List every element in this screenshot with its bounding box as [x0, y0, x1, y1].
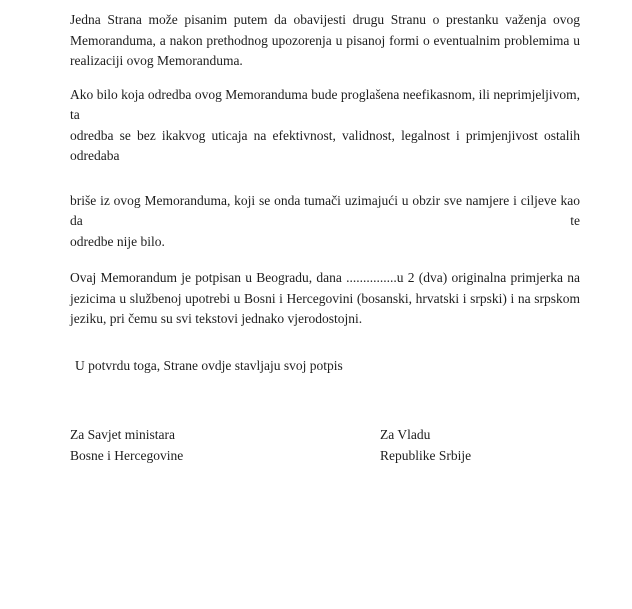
attestation-line: U potvrdu toga, Strane ovdje stavljaju svoj potpis — [75, 357, 343, 373]
paragraph-termination — [70, 10, 580, 72]
paragraph-line: Ako bilo koja odredba ovog Memoranduma bude proglašena neefikasnom, ili neprimjeljivom, ta — [70, 86, 580, 122]
paragraph-line: jezicima u službenoj upotrebi u Bosni i Hercegovini (bosanski, hrvatski i srpski) i na srpskom — [70, 290, 580, 306]
signature-left-line1: Za Savjet ministara — [70, 427, 175, 442]
document-content — [70, 0, 580, 466]
signature-block — [70, 425, 580, 466]
signature-right-line2: Republike Srbije — [380, 447, 472, 463]
paragraph-line: realizaciji ovog Memoranduma. — [70, 53, 243, 68]
paragraph-line: briše iz ovog Memoranduma, koji se onda tumači uzimajući u obzir sve namjere i ciljeve kao da te — [70, 192, 580, 228]
paragraph-line: Jedna Strana može pisanim putem da obavijesti drugu Stranu o prestanku važenja ovog — [70, 12, 580, 27]
paragraph-severability-part1 — [70, 85, 580, 167]
paragraph-line: odredba se bez ikakvog uticaja na efektivnost, validnost, legalnost i primjenjivost ostalih odredaba — [70, 127, 580, 163]
paragraph-severability-part2 — [70, 191, 580, 253]
signature-right-serbia — [380, 425, 580, 466]
paragraph-line: Ovaj Memorandum je potpisan u Beogradu, dana ...............u 2 (dva) originalna primjerka na — [70, 270, 580, 285]
paragraph-line: Memoranduma, a nakon prethodnog upozorenja u pisanoj formi o eventualnim problemima u — [70, 32, 580, 48]
signature-right-line1: Za Vladu — [380, 427, 431, 442]
paragraph-signing — [70, 268, 580, 330]
paragraph-line: jeziku, pri čemu su svi tekstovi jednako vjerodostojni. — [70, 311, 363, 326]
paragraph-line: odredbe nije bilo. — [70, 233, 165, 249]
signature-left-line2: Bosne i Hercegovine — [70, 447, 184, 463]
signature-left-bosnia — [70, 425, 380, 466]
